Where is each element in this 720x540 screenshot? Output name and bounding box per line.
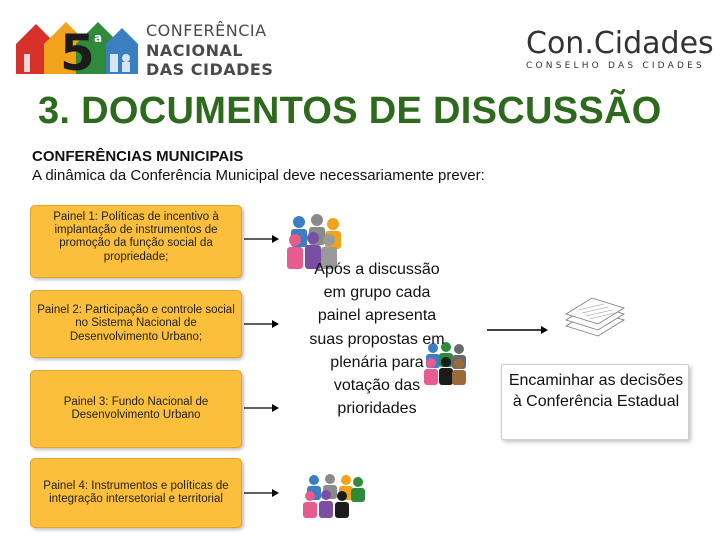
panel-4-box: Painel 4: Instrumentos e políticas de integração intersetorial e territorial <box>30 458 242 528</box>
documents-stack-icon <box>560 296 628 342</box>
section-heading: CONFERÊNCIAS MUNICIPAIS <box>32 148 244 165</box>
panel-1-box: Painel 1: Políticas de incentivo à implantação de instrumentos de promoção da função social da propriedade; <box>30 205 242 278</box>
conference-emblem-icon <box>14 14 294 78</box>
arrow-right-icon <box>487 324 549 336</box>
result-text: Encaminhar as decisões à Conferência Estadual <box>508 372 684 411</box>
panel-2-box: Painel 2: Participação e controle social no Sistema Nacional de Desenvolvimento Urbano; <box>30 290 242 358</box>
arrow-right-icon <box>244 402 280 414</box>
arrow-right-icon <box>244 318 280 330</box>
page-title: 3. DOCUMENTOS DE DISCUSSÃO <box>38 90 662 132</box>
concidades-name: Con.Cidades <box>526 26 714 61</box>
edition-number: 5 <box>60 24 95 78</box>
arrow-right-icon <box>244 487 280 499</box>
center-description: Após a discussão em grupo cada painel apresenta suas propostas em plenária para votação das prioridades <box>309 261 445 418</box>
arrow-right-icon <box>244 233 280 245</box>
intro-text: A dinâmica da Conferência Municipal deve necessariamente prever: <box>32 167 485 184</box>
conference-logo <box>14 14 294 78</box>
panel-3-box: Painel 3: Fundo Nacional de Desenvolvimento Urbano <box>30 370 242 448</box>
svg-text:CONFERÊNCIA: CONFERÊNCIA <box>146 21 267 40</box>
concidades-logo <box>526 26 714 71</box>
svg-text:NACIONAL: NACIONAL <box>146 41 244 60</box>
concidades-tagline: CONSELHO DAS CIDADES <box>526 61 705 71</box>
svg-text:a: a <box>94 31 103 45</box>
people-group-icon <box>300 472 368 520</box>
svg-text:DAS CIDADES: DAS CIDADES <box>146 60 274 78</box>
